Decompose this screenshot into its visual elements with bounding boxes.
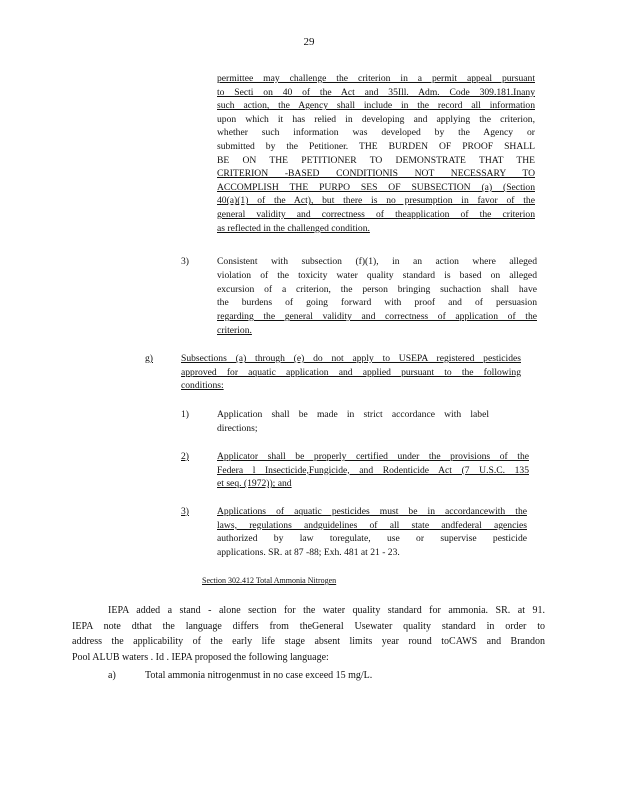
item-a-number: a) — [108, 670, 116, 681]
g2text-line: Federa l Insecticide,Fungicide, and Rodenticide Act (7 U.S.C. 135 — [217, 464, 529, 476]
g1text-line: directions; — [217, 422, 258, 434]
g3text-line: authorized by law toregulate, use or supervise pesticide — [217, 533, 527, 545]
g3text-line: Applications of aquatic pesticides must be in accordancewith the — [217, 506, 527, 517]
item-3-number: 3) — [181, 256, 189, 267]
item3-line: the burdens of going forward with proof and of persuasion — [217, 297, 537, 309]
cont-line: ACCOMPLISH THE PURPO SES OF SUBSECTION (a) (Section — [217, 181, 535, 193]
cont-line: general validity and correctness of theapplication of the criterion — [217, 209, 535, 220]
item-g2-number: 2) — [181, 451, 189, 462]
iepa-paragraph-line: IEPA note dthat the language differs from theGeneral Usewater quality standard in order to — [72, 620, 545, 632]
cont-line: 40(a)(1) of the Act), but there is no presumption in favor of the — [217, 195, 535, 207]
g2text-line: Applicator shall be properly certified under the provisions of the — [217, 451, 529, 462]
cont-line: CRITERION -BASED CONDITIONIS NOT NECESSARY TO — [217, 168, 535, 180]
g3text-line: applications. SR. at 87 -88; Exh. 481 at 21 - 23. — [217, 546, 400, 558]
g2text-line: et seq. (1972)); and — [217, 478, 292, 490]
page-number: 29 — [303, 36, 315, 48]
subsection-g-label: g) — [145, 353, 153, 364]
item-a-text: Total ammonia nitrogenmust in no case exceed 15 mg/L. — [145, 670, 373, 681]
item3-line: violation of the toxicity water quality standard is based on alleged — [217, 269, 537, 281]
iepa-paragraph-line: address the applicability of the early life stage absent limits year round toCAWS and Brandon — [72, 636, 545, 647]
cont-line: submitted by the Petitioner. THE BURDEN OF PROOF SHALL — [217, 141, 535, 152]
cont-line: whether such information was developed by the Agency or — [217, 127, 535, 139]
g3text-line: laws, regulations andguidelines of all state andfederal agencies — [217, 519, 527, 531]
item3-line: excursion of a criterion, the person bringing suchaction shall have — [217, 283, 537, 295]
gtext-line: Subsections (a) through (e) do not apply to USEPA registered pesticides — [181, 353, 521, 364]
item3-line: Consistent with subsection (f)(1), in an action where alleged — [217, 256, 537, 267]
cont-line: as reflected in the challenged condition. — [217, 222, 370, 234]
cont-line: BE ON THE PETITIONER TO DEMONSTRATE THAT THE — [217, 154, 535, 166]
iepa-paragraph-line: IEPA added a stand - alone section for the water quality standard for ammonia. SR. at 91. — [108, 605, 545, 616]
item-g1-number: 1) — [181, 409, 189, 420]
cont-line: to Secti on 40 of the Act and 35Ill. Adm. Code 309.181.Inany — [217, 86, 535, 98]
item3-line: criterion. — [217, 325, 252, 336]
cont-line: upon which it has relied in developing and applying the criterion, — [217, 113, 535, 125]
gtext-line: conditions: — [181, 380, 224, 392]
section-heading-text: Section 302.412 Total Ammonia Nitrogen — [202, 576, 337, 585]
section-heading — [202, 575, 336, 587]
cont-line: permittee may challenge the criterion in a permit appeal pursuant — [217, 73, 535, 84]
item-g3-number: 3) — [181, 506, 189, 517]
iepa-paragraph-line: Pool ALUB waters . Id . IEPA proposed the following language: — [72, 651, 329, 663]
gtext-line: approved for aquatic application and applied pursuant to the following — [181, 366, 521, 378]
g1text-line: Application shall be made in strict accordance with label — [217, 409, 489, 420]
item3-line: regarding the general validity and correctness of application of the — [217, 311, 537, 323]
cont-line: such action, the Agency shall include in the record all information — [217, 100, 535, 112]
